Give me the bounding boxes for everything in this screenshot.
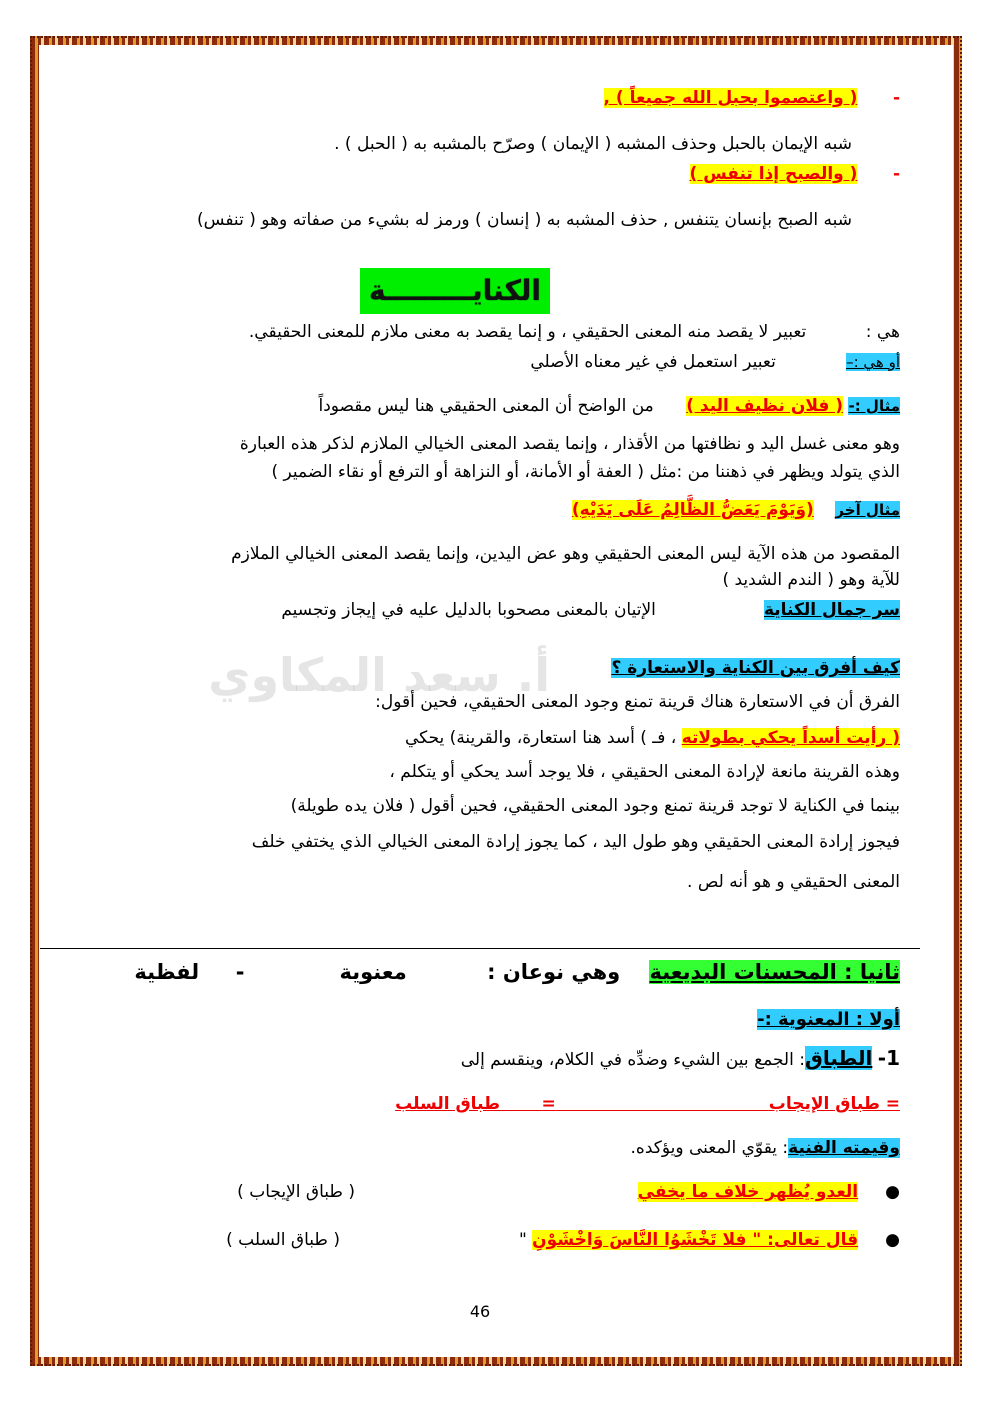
bullet-icon: ● xyxy=(885,1230,900,1250)
tibaq-types: = طباق الإيجاب = طباق السلب xyxy=(395,1094,900,1114)
example-2-explanation-1: المقصود من هذه الآية ليس المعنى الحقيقي وهو عض اليدين، وإنما يقصد المعنى الخيالي الملازم xyxy=(231,544,900,564)
example-2: مثال آخر (وَيَوْمَ يَعَضُّ الظَّالِمُ عَلَى يَدَيْهِ) xyxy=(571,500,900,520)
second-section-heading: ثانيا : المحسنات البديعية وهي نوعان : معنوية - لفظية xyxy=(134,960,900,984)
first-subsection-heading: أولا : المعنوية :- xyxy=(757,1009,900,1030)
bullet-item-1-type: ( طباق الإيجاب ) xyxy=(237,1182,355,1202)
example-1: مثال :- ( فلان نظيف اليد ) من الواضح أن المعنى الحقيقي هنا ليس مقصوداً xyxy=(318,396,900,416)
bullet-icon: ● xyxy=(885,1182,900,1202)
difference-line-1: الفرق أن في الاستعارة هناك قرينة تمنع وجود المعنى الحقيقي، فحين أقول: xyxy=(375,692,900,712)
definition-1: هي : تعبير لا يقصد منه المعنى الحقيقي ، و إنما يقصد به معنى ملازم للمعنى الحقيقي. xyxy=(248,322,900,342)
verse-line-3: - ( والصبح إذا تنفس ) xyxy=(689,164,900,184)
definition-2: أو هي :– تعبير استعمل في غير معناه الأصلي xyxy=(530,352,900,372)
bullet-item-2-type: ( طباق السلب ) xyxy=(226,1230,340,1250)
tibaq-value: وقيمته الفنية: يقوّي المعنى ويؤكده. xyxy=(630,1138,900,1158)
explanation-line-4: شبه الصبح بإنسان يتنفس , حذف المشبه به ( إنسان ) ورمز له بشيء من صفاته وهو ( تنفس) xyxy=(197,210,852,230)
bullet-item-2: ● قال تعالى: " فلا تَخْشَوُا النَّاسَ وَاخْشَوْنِ " xyxy=(518,1230,900,1250)
explanation-line-2: شبه الإيمان بالحبل وحذف المشبه ( الإيمان ) وصرّح بالمشبه به ( الحبل ) . xyxy=(334,134,852,154)
difference-line-5: فيجوز إرادة المعنى الحقيقي وهو طول اليد ، كما يجوز إرادة المعنى الخيالي الذي يختفي خلف xyxy=(251,832,900,852)
difference-question: كيف أفرق بين الكناية والاستعارة ؟ xyxy=(611,658,900,678)
document-body xyxy=(60,70,900,1340)
page-number: 46 xyxy=(469,1302,491,1321)
example-1-explanation-2: الذي يتولد ويظهر في ذهننا من :مثل ( العفة أو الأمانة، أو النزاهة أو الترفع أو نقاء الضمير ) xyxy=(271,462,900,482)
verse-line-1: - ( واعتصموا بحبل الله جميعاً ) , xyxy=(603,88,900,108)
difference-line-6: المعنى الحقيقي و هو أنه لص . xyxy=(687,872,900,892)
section-divider xyxy=(40,948,920,949)
difference-line-4: بينما في الكناية لا توجد قرينة تمنع وجود المعنى الحقيقي، فحين أقول ( فلان يده طويلة) xyxy=(290,796,900,816)
example-1-explanation-1: وهو معنى غسل اليد و نظافتها من الأقذار ، وإنما يقصد المعنى الخيالي الملازم لذكر هذه العبارة xyxy=(239,434,900,454)
kinaya-beauty-secret: سر جمال الكناية الإتيان بالمعنى مصحوبا بالدليل عليه في إيجاز وتجسيم xyxy=(281,600,900,620)
watermark: أ. سعد المكاوي xyxy=(208,648,550,702)
bullet-item-1: ● العدو يُظهر خلاف ما يخفي xyxy=(637,1182,900,1202)
difference-line-3: وهذه القرينة مانعة لإرادة المعنى الحقيقي ، فلا يوجد أسد يحكي أو يتكلم ، xyxy=(389,762,900,782)
difference-line-2: ( رأيت أسداً يحكي بطولاته ، فـ ) أسد هنا استعارة، والقرينة) يحكي xyxy=(405,728,900,748)
tibaq-definition: 1- الطباق: الجمع بين الشيء وضدِّه في الكلام، وينقسم إلى xyxy=(460,1046,900,1070)
example-2-explanation-2: للآية وهو ( الندم الشديد ) xyxy=(722,570,900,590)
kinaya-title: الكنايـــــــــة xyxy=(360,268,550,314)
